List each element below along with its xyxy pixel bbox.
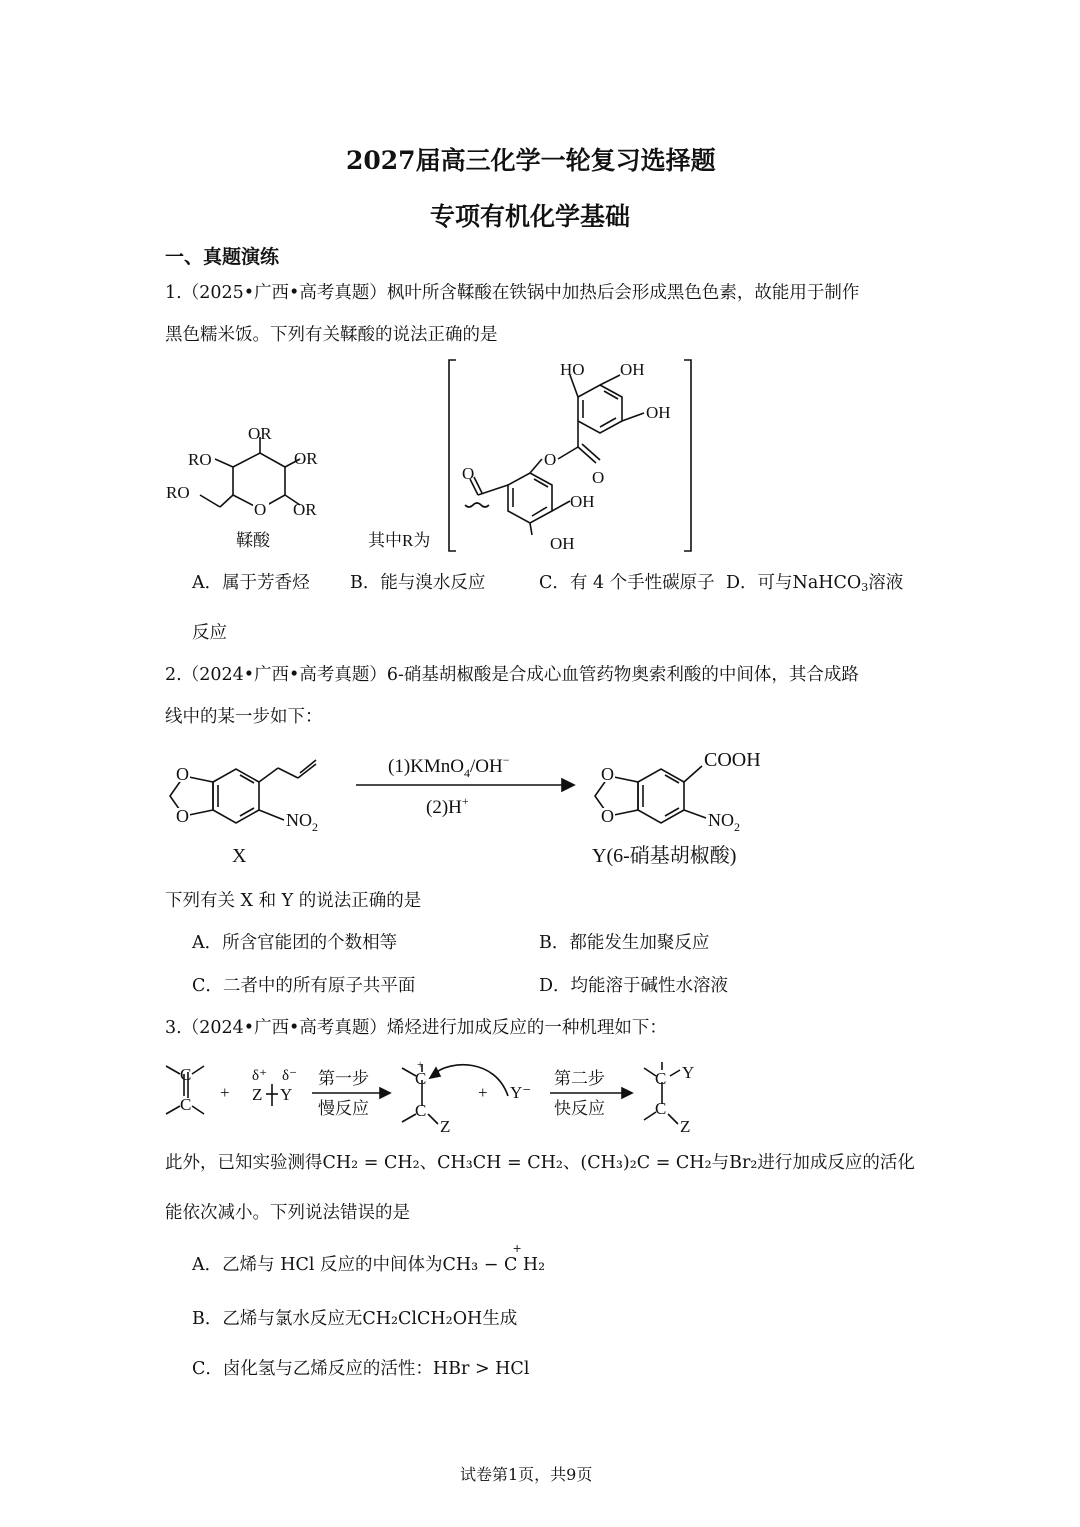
formula-ethylene: CH₂ = CH₂、	[322, 1153, 438, 1173]
ester-o-label: O	[544, 450, 557, 469]
delta-minus: δ⁻	[282, 1068, 297, 1084]
carbocation-c-bottom: C	[415, 1101, 427, 1120]
x-oxygen-top: O	[176, 764, 189, 784]
q1-option-d-continuation: 反应	[192, 623, 227, 643]
plus-1: +	[220, 1083, 230, 1102]
q3-option-b-suffix: 生成	[482, 1309, 518, 1329]
y-cooh-label: COOH	[704, 749, 761, 771]
nahco3-subscript: 3	[861, 581, 869, 594]
q2-option-b[interactable]: B．都能发生加聚反应	[539, 933, 710, 953]
oh-label-bottom: OH	[550, 534, 575, 553]
product-c-bottom: C	[655, 1099, 667, 1118]
delta-plus: δ⁺	[252, 1068, 267, 1084]
carbocation-formula: CH₃ − C H₂ +	[442, 1242, 546, 1275]
or-label-anomeric: OR	[293, 500, 317, 519]
step1-bottom-label: 慢反应	[318, 1099, 369, 1118]
carbonyl-o-lower: O	[462, 464, 475, 483]
label-x: X	[232, 845, 247, 867]
or-label-right: OR	[294, 449, 318, 468]
reagent-z: Z	[252, 1085, 263, 1104]
lower-benzene-ring	[508, 473, 552, 523]
q1-option-a[interactable]: A．属于芳香烃	[192, 573, 310, 593]
q2-option-a[interactable]: A．所含官能团的个数相等	[192, 933, 398, 953]
nahco3-formula: NaHCO	[792, 573, 862, 593]
reagent-2: (2)H+	[426, 794, 469, 818]
carbocation-c-top: C	[415, 1069, 427, 1088]
reactivity-formula: HBr > HCl	[432, 1359, 530, 1379]
step2-bottom-label: 快反应	[554, 1099, 605, 1118]
carbocation-formula-plus: +	[512, 1242, 522, 1255]
formula-propylene: CH₃CH = CH₂、	[437, 1153, 581, 1173]
q3-context-prefix: 此外，已知实验测得	[165, 1153, 323, 1173]
plus-2: +	[478, 1083, 488, 1102]
q2-stem-line2: 线中的某一步如下：	[165, 707, 323, 727]
oh-label-upper: OH	[620, 360, 645, 379]
ro-label-left: RO	[188, 450, 212, 469]
formula-isobutylene: (CH₃)₂C = CH₂	[580, 1153, 712, 1173]
q2-option-d[interactable]: D．均能溶于碱性水溶液	[539, 976, 729, 996]
formula-bromine: Br₂	[729, 1153, 758, 1173]
q2-stem-line1: 2.（2024•广西•高考真题）6-硝基胡椒酸是合成心血管药物奥索利酸的中间体，其合成路	[165, 665, 859, 685]
upper-benzene-ring	[578, 385, 622, 433]
q2-option-c[interactable]: C．二者中的所有原子共平面	[192, 976, 416, 996]
reagent-y: Y	[280, 1085, 293, 1104]
page-footer: 试卷第1页，共9页	[460, 1465, 593, 1484]
q1-option-d[interactable]	[726, 575, 903, 593]
reagent-1: (1)KMnO$_4$/OH−	[388, 753, 510, 780]
y-oxygen-top: O	[601, 764, 614, 784]
label-y: Y(6-硝基胡椒酸)	[592, 845, 737, 867]
y-benzene-ring	[638, 769, 684, 823]
q1-option-d-prefix: D．可与	[726, 573, 793, 593]
product-y: Y	[682, 1063, 695, 1082]
y-anion: Y⁻	[510, 1083, 532, 1102]
page-subtitle: 专项有机化学基础	[430, 202, 631, 231]
y-no2-label: $NO_2$	[708, 810, 740, 834]
x-oxygen-bottom: O	[176, 806, 189, 826]
q1-option-d-suffix: 溶液	[868, 573, 904, 593]
or-label-top: OR	[248, 424, 272, 443]
wavy-bond	[465, 503, 489, 507]
left-bracket	[449, 360, 456, 551]
ring-oxygen-label: O	[254, 500, 267, 519]
alkene-c-bottom: C	[180, 1095, 192, 1114]
product-z: Z	[680, 1117, 691, 1136]
q1-stem-line2: 黑色糯米饭。下列有关鞣酸的说法正确的是	[165, 325, 498, 345]
q1-stem-line1: 1.（2025•广西•高考真题）枫叶所含鞣酸在铁锅中加热后会形成黑色色素，故能用于制作	[165, 283, 860, 303]
carbocation-plus: +	[417, 1059, 424, 1071]
q3-option-b-text: B．乙烯与氯水反应无	[192, 1309, 363, 1329]
chlorohydrin-formula: CH₂ClCH₂OH	[362, 1309, 483, 1329]
oh-label-upper-right: OH	[646, 403, 671, 422]
q3-context-line2: 能依次减小。下列说法错误的是	[165, 1203, 410, 1223]
x-benzene-ring	[213, 769, 259, 823]
q3-context-suffix: 进行加成反应的活化	[757, 1153, 915, 1173]
q3-option-c-text: C．卤化氢与乙烯反应的活性：	[192, 1359, 433, 1379]
x-no2-label: $NO_2$	[286, 810, 318, 834]
ho-label: HO	[560, 360, 585, 379]
q1-r-label: 其中R为	[368, 531, 431, 550]
q1-compound-name: 鞣酸	[236, 531, 270, 550]
q3-mechanism-scheme	[160, 1058, 720, 1138]
step1-top-label: 第一步	[318, 1069, 369, 1088]
oh-label-lower: OH	[570, 492, 595, 511]
q1-tannic-acid-structure	[160, 355, 720, 555]
product-c-top: C	[655, 1069, 667, 1088]
alkene-c-top: C	[180, 1065, 192, 1084]
q3-option-c[interactable]	[192, 1361, 529, 1379]
q3-stem: 3.（2024•广西•高考真题）烯烃进行加成反应的一种机理如下：	[165, 1018, 667, 1038]
q1-option-b[interactable]: B．能与溴水反应	[350, 573, 486, 593]
q3-option-a[interactable]	[192, 1242, 546, 1275]
q3-context-line1	[165, 1155, 915, 1173]
section-heading: 一、真题演练	[165, 246, 280, 268]
step2-top-label: 第二步	[554, 1069, 605, 1088]
q3-option-a-text: A．乙烯与 HCl 反应的中间体为	[192, 1255, 443, 1275]
q1-option-c[interactable]: C．有 4 个手性碳原子	[539, 573, 715, 593]
q2-question: 下列有关 X 和 Y 的说法正确的是	[165, 891, 422, 911]
q3-option-b[interactable]	[192, 1311, 517, 1329]
right-bracket	[684, 360, 691, 551]
page-title: 2027届高三化学一轮复习选择题	[346, 146, 716, 175]
carbocation-z: Z	[440, 1117, 451, 1136]
ro-label-ch2: RO	[166, 483, 190, 502]
q2-reaction-scheme	[160, 740, 800, 870]
q3-context-and: 与	[711, 1153, 730, 1173]
carbonyl-o-label: O	[592, 468, 605, 487]
curved-arrow	[434, 1065, 508, 1096]
y-oxygen-bottom: O	[601, 806, 614, 826]
